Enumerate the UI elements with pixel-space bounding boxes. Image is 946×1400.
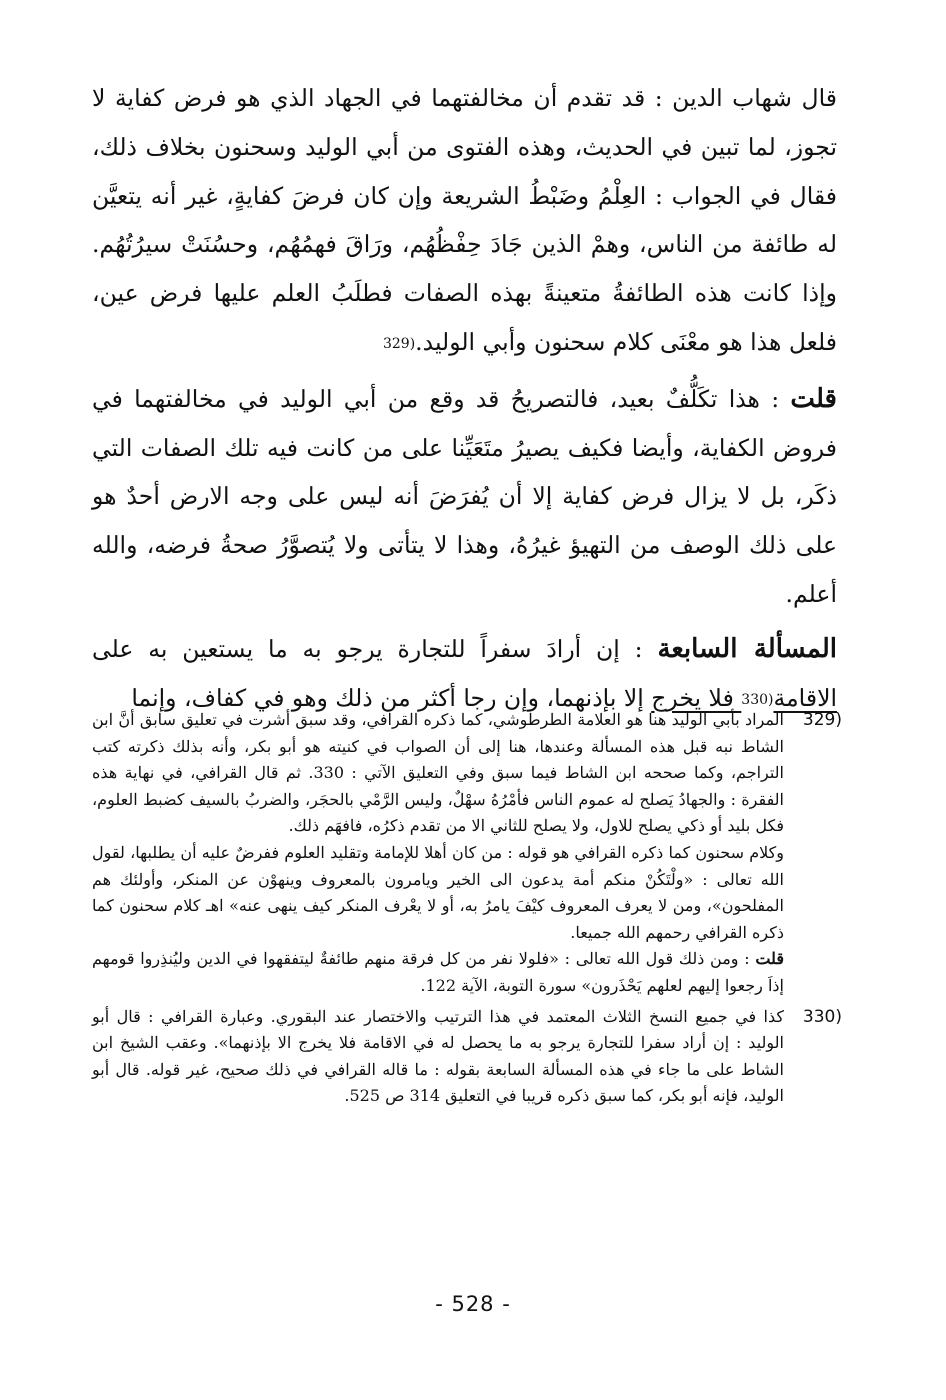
paragraph-3-text-a: : إن أرادَ سفراً للتجارة يرجو به ما يستعين به على xyxy=(92,634,658,663)
footnote-paragraph: كذا في جميع النسخ الثلاث المعتمد في هذا الترتيب والاختصار عند البقوري. وعبارة القرافي : قال أبو الوليد : إن أراد سفرا للتجارة يرجو به ما يحصل له في الاقامة فلا يخرج الا بإذنهما». وعقب الشيخ ابن الشاط على ما جاء في هذه المسألة السابعة بقوله : ما قاله القرافي في ذلك صحيح، غير قوله. قال أبو الوليد، فإنه أبو بكر، كما سبق ذكره قريبا في التعليق 314 ص 525. xyxy=(92,1006,784,1106)
page-number: - 528 - xyxy=(435,1292,511,1316)
footnote-paragraph xyxy=(92,946,784,999)
underlined-la-yakhruj: فلا يخرج xyxy=(651,683,742,712)
main-text xyxy=(92,74,837,724)
footnote-number: (330 xyxy=(802,1006,842,1027)
paragraph-3-text-b: إلا بإذنهما، وإن رجا أكثر من ذلك وهو في كفاف، وإنما xyxy=(131,683,652,712)
footnotes xyxy=(92,707,842,1110)
footnote-number: (329 xyxy=(802,710,842,730)
footnote-paragraph: وكلام سحنون كما ذكره القرافي هو قوله : من كان أهلا للإمامة وتقليد العلوم ففرضٌ عليه أن يطلبها، لقول الله تعالى : «ولْتَكُنْ منكم أمة يدعون الى الخير ويامرون بالمعروف وينهوْن عن المنكر، وأولئك هم المفلحون»، ومن لا يعرف المعروف كيْفَ يامرُ به، أو لا يعْرف المنكر كيف ينهى عنه» اهـ كلام سحنون كما ذكره القرافي رحمهم الله جميعا. xyxy=(92,842,785,942)
footnote-paragraph: المراد بأبي الوليد هنا هو العلامة الطرطوشي، كما ذكره القرافي، وقد سبق أشرت في تعليق سابق أنَّ ابن الشاط نبه قبل هذه المسألة وعندها، هنا إلى أن الصواب في كنيته هو أبو بكر، وأنه بذلك ذكرته كتب التراجم، وكما صححه ابن الشاط فيما سبق وفي التعليق الآتي : 330. ثم قال القرافي، في نهاية هذه الفقرة : والجهادُ يَصلح له عموم الناس فأمْرُهُ سهْلٌ، وليس الرَّمْي بالحجَر، والضربُ بالسيف كضبط العلوم، فكل بليد أو ذكي يصلح للاول، ولا يصلح للثاني الا من تقدم ذكرُه، فافهَم ذلك. xyxy=(92,710,785,836)
footnote-ref-330: (330 xyxy=(741,691,774,708)
seventh-issue-heading: المسألة السابعة xyxy=(657,633,838,664)
footnote-330 xyxy=(92,1004,842,1110)
footnote-329 xyxy=(92,707,842,1000)
paragraph-2 xyxy=(92,375,837,619)
footnote-body xyxy=(92,1004,784,1110)
footnote-qult-text: : ومن ذلك قول الله تعالى : «فلولا نفر من كل فرقة منهم طائفةٌ ليتفقهوا في الدين وليُنذِروا قومهم إذاَ رجعوا إليهم لعلهم يَحْذَرون» سورة التوبة، الآية 122. xyxy=(92,949,784,995)
footnote-qult-keyword: قلت xyxy=(755,949,784,969)
underlined-iqama: الاقامة xyxy=(773,683,837,712)
footnote-body xyxy=(92,707,784,1000)
qult-keyword: قلت xyxy=(790,383,837,414)
paragraph-1 xyxy=(92,74,837,369)
paragraph-2-text: : هذا تكَلُّفٌ بعيد، فالتصريحُ قد وقع من أبي الوليد في مخالفتهما في فروض الكفاية، وأيضا فكيف يصيرُ متَعَيِّنا على من كانت فيه تلك الصفات التي ذكَر، بل لا يزال فرض كفاية إلا أن يُفرَضَ أنه ليس على وجه الارض أحدٌ هو على ذلك الوصف من التهيؤ غيرُهُ، وهذا لا يتأتى ولا يُتصوَّرُ صحةُ فرضه، والله أعلم. xyxy=(92,384,837,608)
paragraph-1-text: قال شهاب الدين : قد تقدم أن مخالفتهما في الجهاد الذي هو فرض كفاية لا تجوز، لما تبين في الحديث، وهذه الفتوى من أبي الوليد وسحنون بخلاف ذلك، فقال في الجواب : العِلْمُ وضَبْطُ الشريعة وإن كان فرضَ كفايةٍ، غير أنه يتعيَّن له طائفة من الناس، وهمْ الذين جَادَ حِفْظُهُم، ورَاقَ فهمُهُم، وحسُنَتْ سيرُتُهُم. وإذا كانت هذه الطائفةُ متعينةً بهذه الصفات فطلَبُ العلم عليها فرض عين، فلعل هذا هو معْنَى كلام سحنون وأبي الوليد. xyxy=(92,84,837,356)
footnote-ref-329: (329 xyxy=(382,335,416,352)
